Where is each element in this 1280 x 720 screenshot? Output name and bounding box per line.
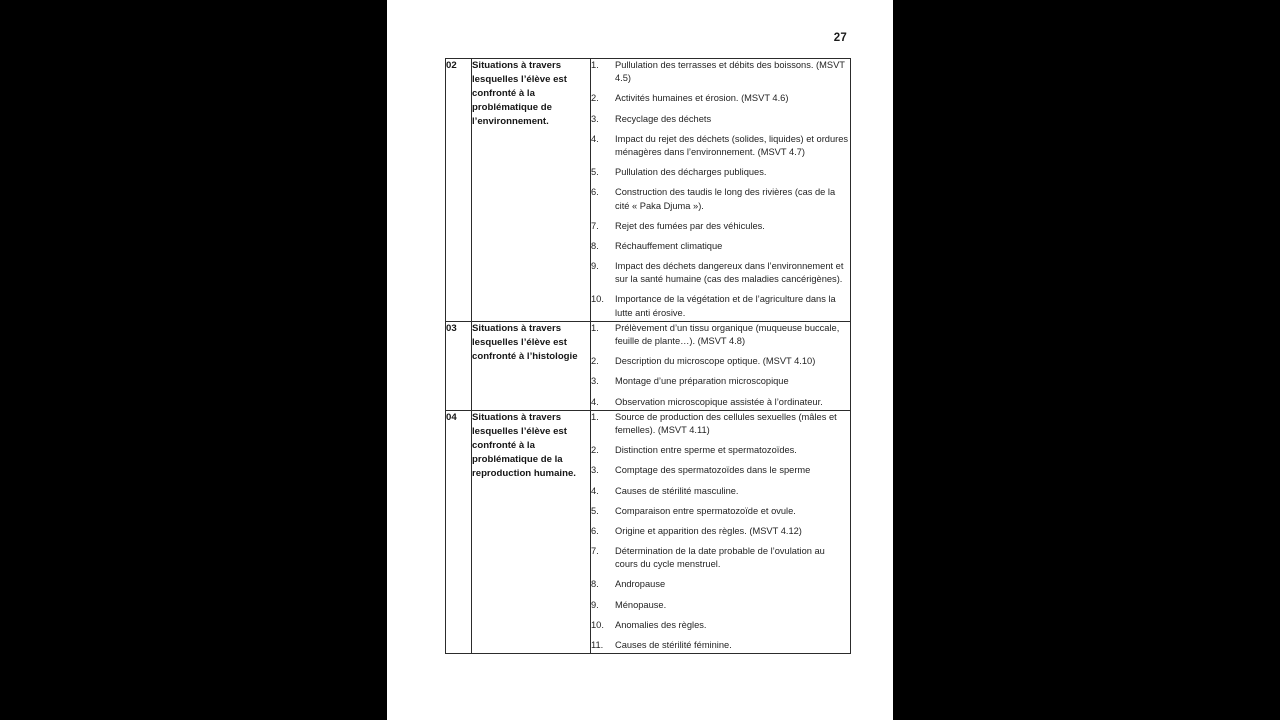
row-items-cell — [591, 59, 851, 322]
item-list — [591, 411, 850, 652]
list-item: Prélèvement d’un tissu organique (muqueuse buccale, feuille de plante…). (MSVT 4.8) — [615, 322, 840, 346]
list-item: Montage d’une préparation microscopique — [615, 376, 789, 387]
list-item: Observation microscopique assistée à l’ordinateur. — [615, 396, 823, 407]
curriculum-table-body — [446, 59, 851, 654]
row-number-cell: 02 — [446, 59, 472, 322]
list-item: Ménopause. — [615, 599, 667, 610]
table-row — [446, 410, 851, 653]
item-list — [591, 322, 850, 409]
list-item: Source de production des cellules sexuelles (mâles et femelles). (MSVT 4.11) — [615, 411, 837, 435]
row-items-cell — [591, 410, 851, 653]
list-item: Andropause — [615, 579, 666, 590]
list-item: Construction des taudis le long des rivières (cas de la cité « Paka Djuma »). — [615, 187, 836, 211]
list-item: Pullulation des terrasses et débits des boissons. (MSVT 4.5) — [615, 60, 845, 84]
list-item: Comptage des spermatozoïdes dans le sperme — [615, 465, 811, 476]
page-sheet — [387, 0, 893, 720]
list-item: Pullulation des décharges publiques. — [615, 167, 767, 178]
row-theme-cell: Situations à travers lesquelles l’élève est confronté à la problématique de l’environnement. — [472, 59, 591, 322]
list-item: Comparaison entre spermatozoïde et ovule. — [615, 505, 796, 516]
row-number-cell: 04 — [446, 410, 472, 653]
list-item: Anomalies des règles. — [615, 619, 707, 630]
list-item: Distinction entre sperme et spermatozoïdes. — [615, 445, 797, 456]
item-list — [591, 59, 850, 320]
list-item: Activités humaines et érosion. (MSVT 4.6) — [615, 93, 789, 104]
list-item: Recyclage des déchets — [615, 113, 712, 124]
row-number-cell: 03 — [446, 321, 472, 410]
list-item: Description du microscope optique. (MSVT 4.10) — [615, 356, 816, 367]
table-row — [446, 59, 851, 322]
list-item: Causes de stérilité masculine. — [615, 485, 739, 496]
list-item: Origine et apparition des règles. (MSVT 4.12) — [615, 525, 802, 536]
list-item: Rejet des fumées par des véhicules. — [615, 220, 765, 231]
list-item: Réchauffement climatique — [615, 240, 723, 251]
row-items-cell — [591, 321, 851, 410]
list-item: Impact des déchets dangereux dans l’environnement et sur la santé humaine (cas des maladies cancérigènes). — [615, 261, 844, 285]
row-theme-cell: Situations à travers lesquelles l’élève est confronté à la problématique de la reproduction humaine. — [472, 410, 591, 653]
row-theme-cell: Situations à travers lesquelles l’élève est confronté à l’histologie — [472, 321, 591, 410]
curriculum-table — [445, 58, 851, 654]
list-item: Détermination de la date probable de l’ovulation au cours du cycle menstruel. — [615, 546, 825, 570]
page-number: 27 — [833, 32, 847, 44]
list-item: Importance de la végétation et de l’agriculture dans la lutte anti érosive. — [615, 294, 836, 318]
list-item: Causes de stérilité féminine. — [615, 640, 732, 650]
list-item: Impact du rejet des déchets (solides, liquides) et ordures ménagères dans l’environnement. (MSVT 4.7) — [615, 133, 849, 157]
table-row — [446, 321, 851, 410]
